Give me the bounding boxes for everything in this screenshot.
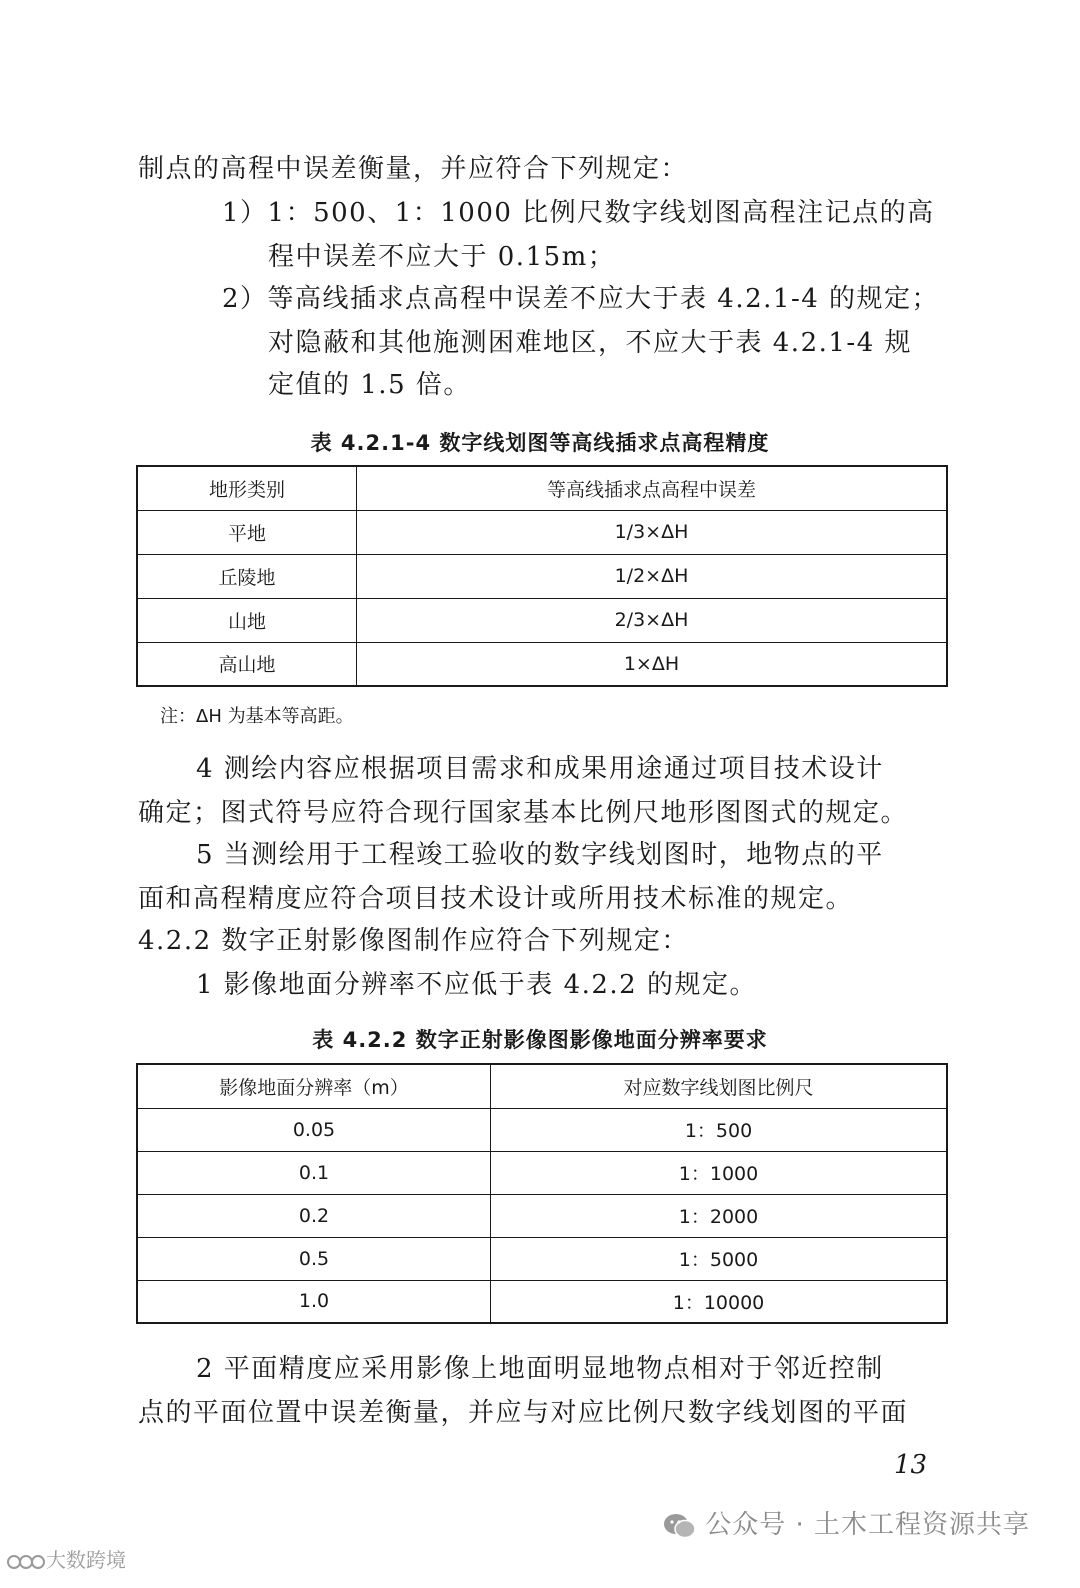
section-4-2-2-item-1: 1 影像地面分辨率不应低于表 4.2.2 的规定。 xyxy=(196,970,757,1000)
paragraph-5-line-1: 5 当测绘用于工程竣工验收的数字线划图时，地物点的平 xyxy=(196,840,884,870)
watermark-right xyxy=(663,1504,1030,1541)
table-header-cell: 等高线插求点高程中误差 xyxy=(357,466,948,510)
watermark-left-text: 大数跨境 xyxy=(46,1548,126,1572)
table-cell: 1×ΔH xyxy=(357,642,948,686)
table-row xyxy=(137,642,947,686)
section-heading-4-2-2: 4.2.2 数字正射影像图制作应符合下列规定： xyxy=(138,926,689,956)
table-header-cell: 影像地面分辨率（m） xyxy=(137,1064,491,1108)
paragraph-5-line-2: 面和高程精度应符合项目技术设计或所用技术标准的规定。 xyxy=(138,884,854,914)
table-1 xyxy=(136,465,948,687)
table-cell: 高山地 xyxy=(137,642,357,686)
wechat-icon xyxy=(663,1512,697,1540)
table-cell: 1：1000 xyxy=(491,1151,948,1194)
table-header-cell: 地形类别 xyxy=(137,466,357,510)
table-header-row xyxy=(137,466,947,510)
table-cell: 1：2000 xyxy=(491,1194,948,1237)
paragraph-4-line-1: 4 测绘内容应根据项目需求和成果用途通过项目技术设计 xyxy=(196,754,884,784)
table-2 xyxy=(136,1063,948,1324)
table-header-row xyxy=(137,1064,947,1108)
list-item-1-line-1: 1）1：500、1：1000 比例尺数字线划图高程注记点的高 xyxy=(222,198,935,228)
table-row xyxy=(137,1237,947,1280)
table-row xyxy=(137,554,947,598)
page-number: 13 xyxy=(894,1450,928,1480)
table-cell: 丘陵地 xyxy=(137,554,357,598)
paragraph-4-line-2: 确定；图式符号应符合现行国家基本比例尺地形图图式的规定。 xyxy=(138,798,909,828)
paragraph-line: 制点的高程中误差衡量，并应符合下列规定： xyxy=(138,154,689,184)
table-cell: 0.05 xyxy=(137,1108,491,1151)
paragraph-2-line-2: 点的平面位置中误差衡量，并应与对应比例尺数字线划图的平面 xyxy=(138,1398,909,1428)
watermark-right-text: 公众号 · 土木工程资源共享 xyxy=(705,1510,1030,1540)
list-item-2-line-2: 对隐蔽和其他施测困难地区，不应大于表 4.2.1-4 规 xyxy=(268,328,913,358)
table-row xyxy=(137,1108,947,1151)
list-item-2-line-1: 2）等高线插求点高程中误差不应大于表 4.2.1-4 的规定； xyxy=(222,284,940,314)
table-cell: 2/3×ΔH xyxy=(357,598,948,642)
table-row xyxy=(137,510,947,554)
table-row xyxy=(137,1151,947,1194)
brand-logo-icon xyxy=(6,1552,46,1572)
table-cell: 1/3×ΔH xyxy=(357,510,948,554)
table-cell: 0.5 xyxy=(137,1237,491,1280)
table-cell: 0.1 xyxy=(137,1151,491,1194)
table-header-cell: 对应数字线划图比例尺 xyxy=(491,1064,948,1108)
table-cell: 1：500 xyxy=(491,1108,948,1151)
paragraph-2-line-1: 2 平面精度应采用影像上地面明显地物点相对于邻近控制 xyxy=(196,1354,884,1384)
table-1-note: 注：ΔH 为基本等高距。 xyxy=(160,706,354,727)
table-row xyxy=(137,1280,947,1323)
table-row xyxy=(137,598,947,642)
table-cell: 1/2×ΔH xyxy=(357,554,948,598)
table-1-caption: 表 4.2.1-4 数字线划图等高线插求点高程精度 xyxy=(310,431,770,455)
table-cell: 1.0 xyxy=(137,1280,491,1323)
table-row xyxy=(137,1194,947,1237)
list-item-1-line-2: 程中误差不应大于 0.15m； xyxy=(268,242,616,272)
watermark-left xyxy=(6,1544,126,1573)
table-cell: 平地 xyxy=(137,510,357,554)
table-cell: 山地 xyxy=(137,598,357,642)
table-cell: 0.2 xyxy=(137,1194,491,1237)
table-cell: 1：10000 xyxy=(491,1280,948,1323)
list-item-2-line-3: 定值的 1.5 倍。 xyxy=(268,370,471,400)
table-2-caption: 表 4.2.2 数字正射影像图影像地面分辨率要求 xyxy=(312,1028,768,1052)
table-cell: 1：5000 xyxy=(491,1237,948,1280)
